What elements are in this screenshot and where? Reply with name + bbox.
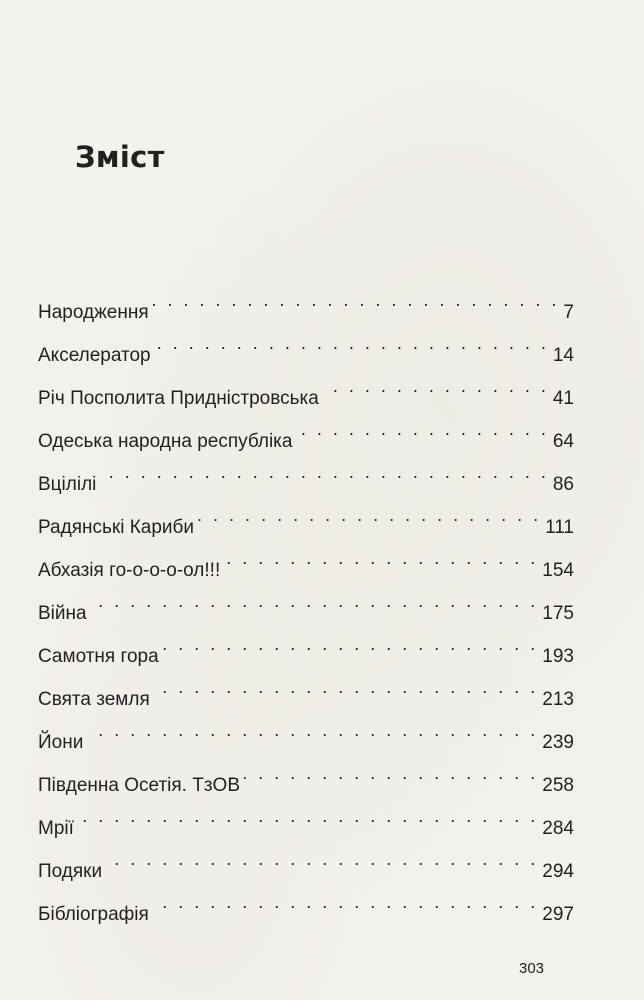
toc-entry-title: Річ Посполита Придністровська [38, 388, 319, 409]
toc-entry-title: Акселератор [38, 345, 151, 366]
toc-entry [38, 712, 574, 755]
toc-entry-title: Абхазія го-о-о-о-ол!!! [38, 560, 221, 581]
toc-entry [38, 282, 574, 325]
toc-entry-title: Південна Осетія. ТзОВ [38, 775, 240, 796]
dot-leader [224, 540, 538, 576]
toc-entry-page: 239 [542, 732, 574, 753]
dot-leader [153, 282, 560, 318]
dot-leader [153, 884, 538, 920]
toc-entry-title: Вцілілі [38, 474, 97, 495]
toc-entry-title: Народження [38, 302, 149, 323]
toc-entry [38, 626, 574, 669]
toc-entry-page: 64 [552, 431, 574, 452]
table-of-contents [38, 282, 574, 927]
dot-leader [106, 841, 538, 877]
toc-entry-title: Самотня гора [38, 646, 159, 667]
toc-entry-page: 297 [542, 904, 574, 925]
dot-leader [87, 712, 538, 748]
toc-entry [38, 497, 574, 540]
toc-entry [38, 755, 574, 798]
dot-leader [100, 454, 548, 490]
dot-leader [323, 368, 549, 404]
toc-entry-title: Мрії [38, 818, 74, 839]
dot-leader [198, 497, 541, 533]
toc-entry-page: 111 [545, 517, 574, 538]
toc-entry [38, 411, 574, 454]
toc-entry [38, 540, 574, 583]
toc-entry [38, 798, 574, 841]
dot-leader [244, 755, 538, 791]
toc-entry [38, 368, 574, 411]
dot-leader [78, 798, 538, 834]
toc-entry-title: Свята земля [38, 689, 150, 710]
toc-entry-page: 193 [542, 646, 574, 667]
toc-entry [38, 454, 574, 497]
toc-entry [38, 669, 574, 712]
toc-entry-title: Одеська народна республіка [38, 431, 293, 452]
toc-entry [38, 583, 574, 626]
toc-entry-title: Радянські Кариби [38, 517, 194, 538]
toc-entry-page: 294 [542, 861, 574, 882]
dot-leader [91, 583, 539, 619]
toc-entry-page: 213 [542, 689, 574, 710]
toc-entry-page: 86 [552, 474, 574, 495]
toc-entry-page: 154 [542, 560, 574, 581]
toc-entry-page: 284 [542, 818, 574, 839]
toc-entry [38, 884, 574, 927]
toc-entry-title: Бібліографія [38, 904, 149, 925]
toc-entry-title: Йони [38, 732, 84, 753]
toc-entry-page: 258 [542, 775, 574, 796]
toc-entry-page: 14 [552, 345, 574, 366]
toc-entry-page: 41 [552, 388, 574, 409]
dot-leader [163, 626, 539, 662]
dot-leader [296, 411, 548, 447]
page-number: 303 [519, 960, 545, 977]
toc-entry-page: 175 [542, 603, 574, 624]
dot-leader [155, 325, 549, 361]
toc-entry-page: 7 [563, 302, 574, 323]
toc-entry [38, 841, 574, 884]
toc-entry-title: Війна [38, 603, 87, 624]
dot-leader [154, 669, 539, 705]
toc-entry [38, 325, 574, 368]
page-title: Зміст [75, 140, 165, 174]
toc-entry-title: Подяки [38, 861, 103, 882]
